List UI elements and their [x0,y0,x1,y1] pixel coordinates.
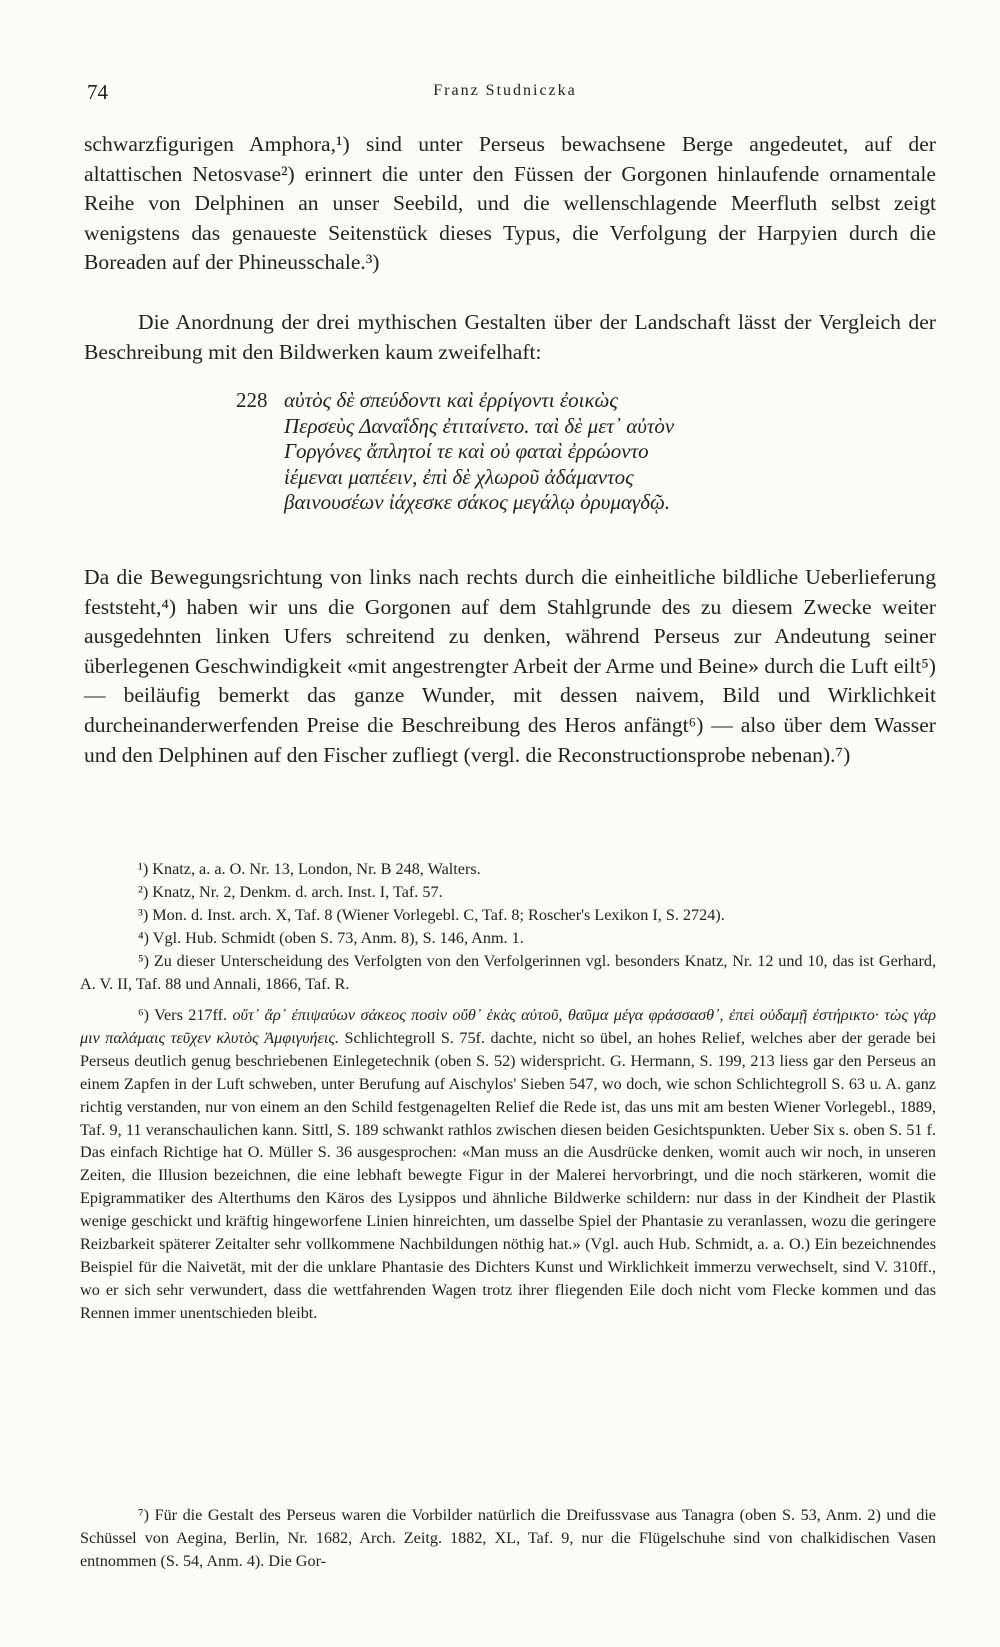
page-number: 74 [87,80,108,104]
footnote-2: ²) Knatz, Nr. 2, Denkm. d. arch. Inst. I, Taf. 57. [138,883,443,901]
verse-line-number: 228 [236,388,268,412]
footnote-4: ⁴) Vgl. Hub. Schmidt (oben S. 73, Anm. 8), S. 146, Anm. 1. [138,929,524,947]
footnote-5: ⁵) Zu dieser Unterscheidung des Verfolgten von den Verfolgerinnen vgl. besonders Knatz, Nr. 12 und 10, das ist Gerhard, A. V. II, Taf. 88 und Annali, 1866, Taf. R. [80,952,936,993]
verse-line-3: Γοργόνες ἄπλητοί τε καὶ οὐ φαταὶ ἐρρώοντο [284,439,649,463]
footnote-7: ⁷) Für die Gestalt des Perseus waren die Vorbilder natürlich die Dreifussvase aus Tanagra (oben S. 53, Anm. 2) und die Schüssel von Aegina, Berlin, Nr. 1682, Arch. Zeitg. 1882, XL, Taf. 9, nur die Flügelschuhe sind von chalkidischen Vasen entnommen (S. 54, Anm. 4). Die Gor- [80,1506,936,1570]
running-head: Franz Studniczka [433,82,577,99]
greek-verse-quotation [236,388,936,516]
page-header [87,80,923,106]
paragraph-1: schwarzfigurigen Amphora,¹) sind unter Perseus bewachsene Berge angedeutet, auf der altattischen Netosvase²) erinnert die unter den Füssen der Gorgonen hinlaufende ornamentale Reihe von Delphinen an unser Seebild, und die wellenschlagende Meerfluth selbst zeigt wenigstens das genaueste Seitenstück dieses Typus, die Verfolgung der Harpyien durch die Boreaden auf der Phineusschale.³) [84,132,936,275]
verse-line-4: ἱέμεναι μαπέειν, ἐπὶ δὲ χλωροῦ ἀδάμαντος [284,464,634,489]
footnote-6-greek: οὔτ᾽ ἄρ᾽ ἐπιψαύων σάκεος ποσὶν οὔθ᾽ ἑκὰς αὐτοῦ, θαῦμα μέγα φράσσασθ᾽, ἐπεὶ οὐδαμῇ ἐστήρικτο· τὼς γάρ μιν παλάμαις τεῦχεν κλυτὸς Ἀμφιγυήεις. [80,1006,937,1047]
footnote-6-intro: ⁶) Vers 217ff. [138,1006,228,1024]
footnote-1: ¹) Knatz, a. a. O. Nr. 13, London, Nr. B 248, Walters. [138,860,481,878]
verse-line-2: Περσεὺς Δαναΐδης ἐτιταίνετο. ταὶ δὲ μετ᾽ αὐτὸν [284,413,675,438]
footnote-6-text: Schlichtegroll S. 75f. dachte, nicht so übel, an hohes Relief, welches aber der gerade bei Perseus deutlich genug beschriebenen Einlegetechnik (oben S. 52) widerspricht. G. Hermann, S. 199, 213 liess gar den Perseus an einem Zapfen in der Luft schweben, unter Berufung auf Aischylos' Sieben 547, wo doch, wie schon Schlichtegroll S. 63 u. A. ganz richtig verstanden, nur von einem an den Schild festgenagelten Relief die Rede ist, das uns mit am besten Wiener Vorlegebl., 1889, Taf. 9, 11 veranschaulichen kann. Sittl, S. 189 schwankt rathlos zwischen diesen beiden Gesichtspunkten. Ueber Six s. oben S. 51 f. Das einfach Richtige hat O. Müller S. 36 ausgesprochen: «Man muss an die Ausdrücke denken, womit auch wir noch, in unseren Zeiten, die Illusion bezeichnen, die eine lebhaft bewegte Figur in der Malerei hervorbringt, und die noch stärkeren, womit die Epigrammatiker des Alterthums den Käros des Lysippos und ähnliche Bildwerke schildern: nur dass in der Kindheit der Plastik wenige geschickt und kräftig hingeworfene Linien hinreichten, um dasselbe Spiel der Phantasie zu veranlassen, wozu die geringere Reizbarkeit späterer Zeitalter sehr vollkommene Nachbildungen nöthig hat.» (Vgl. auch Hub. Schmidt, a. a. O.) Ein bezeichnendes Beispiel für die Naivetät, mit der die unklare Phantasie des Dichters Kunst und Wirklichkeit immerzu verwechselt, sind V. 310ff., wo er sich sehr verwundert, dass die wettfahrenden Wagen trotz ihrer fliegenden Eile doch nicht vom Flecke kommen und das Rennen immer unentschieden bleibt. [80,1028,936,1322]
verse-line-5: βαινουσέων ἰάχεσκε σάκος μεγάλῳ ὀρυμαγδῷ. [284,490,671,514]
footnote-3: ³) Mon. d. Inst. arch. X, Taf. 8 (Wiener Vorlegebl. C, Taf. 8; Roscher's Lexikon I, S. 2724). [138,906,725,924]
verse-line-1: 228 αὐτὸς δὲ σπεύδοντι καὶ ἐρρίγοντι ἐοικὼς [236,388,618,412]
paragraph-3: Da die Bewegungsrichtung von links nach rechts durch die einheitliche bildliche Ueberlieferung feststeht,⁴) haben wir uns die Gorgonen auf dem Stahlgrunde des zu diesem Zwecke weiter ausgedehnten linken Ufers schreitend zu denken, während Perseus zur Andeutung seiner überlegenen Geschwindigkeit «mit angestrengter Arbeit der Arme und Beine» durch die Luft eilt⁵) — beiläufig bemerkt das ganze Wunder, mit dessen naivem, Bild und Wirklichkeit durcheinanderwerfenden Preise die Beschreibung des Heros anfängt⁶) — also über dem Wasser und den Delphinen auf den Fischer zufliegt (vergl. die Reconstructionsprobe nebenan).⁷) [84,565,936,767]
footnote-6 [80,1004,936,1325]
paragraph-2: Die Anordnung der drei mythischen Gestalten über der Landschaft lässt der Vergleich der Beschreibung mit den Bildwerken kaum zweifelhaft: [84,310,936,364]
